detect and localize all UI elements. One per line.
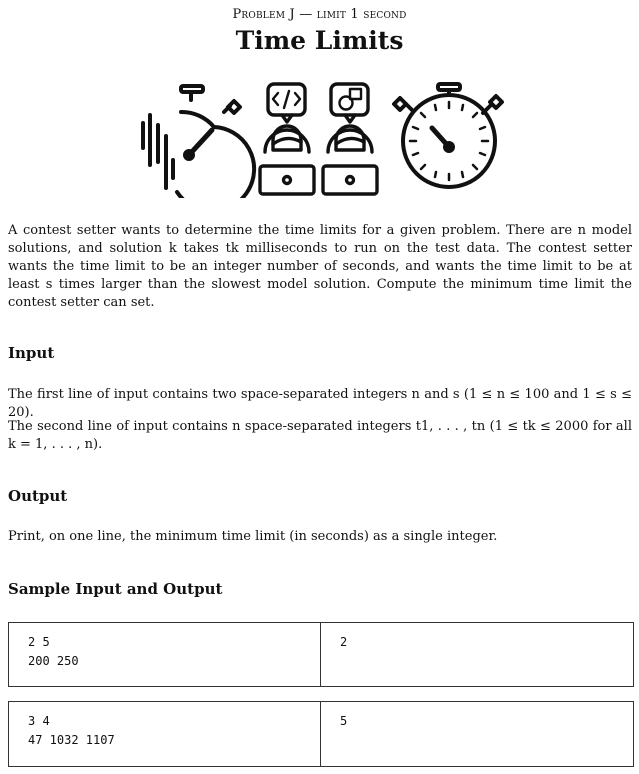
programmer-code-icon bbox=[260, 84, 314, 194]
stopwatch-icon bbox=[394, 84, 502, 187]
sample-input-2: 3 4 47 1032 1107 bbox=[9, 702, 321, 766]
sample-table-1 bbox=[8, 622, 634, 687]
input-line-1: The first line of input contains two space-separated integers n and s (1 ≤ n ≤ 100 and 1 ≤ s ≤ 20). bbox=[8, 387, 632, 420]
problem-statement: A contest setter wants to determine the time limits for a given problem. There are n model solutions, and solution k takes tk milliseconds to run on the test data. The contest setter wants the time limit to be an integer number of seconds, and wants the time limit to be at least s times larger than the slowest model solution. Compute the minimum time limit the contest setter can set. bbox=[8, 223, 632, 310]
samples-heading: Sample Input and Output bbox=[8, 580, 223, 598]
sample-output-1: 2 bbox=[340, 635, 348, 649]
input-line-2: The second line of input contains n space-separated integers t1, . . . , tn (1 ≤ tk ≤ 2000 for all k = 1, . . . , n). bbox=[8, 419, 632, 452]
time-limit-label: — limit 1 second bbox=[299, 7, 407, 22]
problem-label: Problem J bbox=[232, 7, 295, 22]
output-description: Print, on one line, the minimum time limit (in seconds) as a single integer. bbox=[8, 529, 498, 544]
problem-title: Time Limits bbox=[235, 26, 404, 55]
programmer-design-icon bbox=[323, 84, 377, 194]
input-heading: Input bbox=[8, 344, 55, 362]
sample-output-2: 5 bbox=[340, 714, 348, 728]
fast-stopwatch-icon bbox=[143, 86, 254, 198]
stopwatch-programmers-illustration bbox=[132, 80, 507, 198]
sample-input-1: 2 5 200 250 bbox=[9, 623, 321, 686]
problem-header bbox=[0, 7, 639, 22]
sample-table-2 bbox=[8, 701, 634, 767]
output-heading: Output bbox=[8, 487, 68, 505]
